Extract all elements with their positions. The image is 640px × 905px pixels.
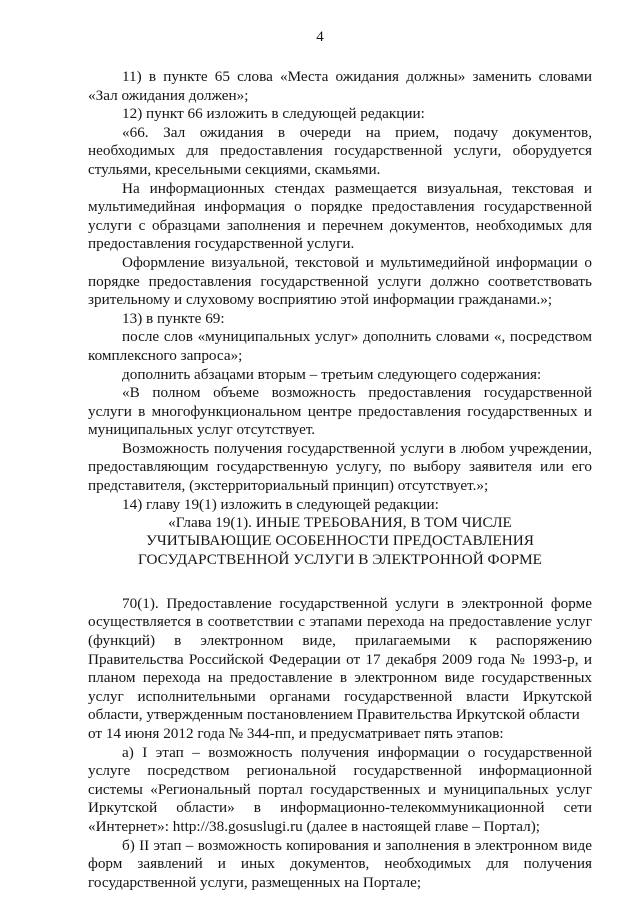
paragraph: дополнить абзацами вторым – третьим следующего содержания: xyxy=(122,365,542,383)
paragraph: Возможность получения государственной услуги в любом учреждении, предоставляющим государственную услугу, по выбору заявителя или его представителя, (экстерриториальный принцип) отсутствует.»; xyxy=(88,439,592,495)
paragraph: «В полном объеме возможность предоставления государственной услуги в многофункциональном центре предоставления государственных и муниципальных услуг отсутствует. xyxy=(88,384,592,439)
chapter-heading-line: УЧИТЫВАЮЩИЕ ОСОБЕННОСТИ ПРЕДОСТАВЛЕНИЯ xyxy=(146,532,534,550)
paragraph: 12) пункт 66 изложить в следующей редакции: xyxy=(122,105,425,123)
paragraph: после слов «муниципальных услуг» дополнить словами «, посредством комплексного запроса»; xyxy=(88,328,592,364)
document-body xyxy=(88,68,592,892)
paragraph: 13) в пункте 69: xyxy=(122,309,225,327)
chapter-heading xyxy=(88,514,592,569)
paragraph: Оформление визуальной, текстовой и мультимедийной информации о порядке предоставления государственной услуги должно соответствовать зрительному и слуховому восприятию этой информации гражданами.»; xyxy=(88,253,592,309)
paragraph: 11) в пункте 65 слова «Места ожидания должны» заменить словами «Зал ожидания должен»; xyxy=(88,68,592,104)
paragraph: а) I этап – возможность получения информации о государственной услуге посредством региональной государственной информационной системы «Региональный портал государственных и муниципальных услуг Иркутской области» в информационно-телекоммуникационной сети «Интернет»: http://38.gosuslugi.ru (далее в настоящей главе – Портал); xyxy=(88,743,592,835)
paragraph: 70(1). Предоставление государственной услуги в электронной форме осуществляется в соответствии с этапами перехода на предоставление услуг (функций) в электронном виде, прилагаемыми к распоряжению Правительства Российской Федерации от 17 декабря 2009 года № 1993-р, и планом перехода на предоставление в электронном виде государственных услуг исполнительными органами государственной власти Иркутской области, утвержденным постановлением Правительства Иркутской области xyxy=(88,594,592,724)
paragraph: «66. Зал ожидания в очереди на прием, подачу документов, необходимых для предоставления государственной услуги, оборудуется стульями, кресельными секциями, скамьями. xyxy=(88,123,592,178)
paragraph: На информационных стендах размещается визуальная, текстовая и мультимедийная информация о порядке предоставления государственной услуги с образцами заполнения и перечнем документов, необходимых для предоставления государственной услуги. xyxy=(88,179,592,253)
paragraph: 14) главу 19(1) изложить в следующей редакции: xyxy=(122,495,439,513)
chapter-heading-line: «Глава 19(1). ИНЫЕ ТРЕБОВАНИЯ, В ТОМ ЧИСЛЕ xyxy=(168,514,512,532)
paragraph: б) II этап – возможность копирования и заполнения в электронном виде форм заявлений и иных документов, необходимых для получения государственной услуги, размещенных на Портале; xyxy=(88,836,592,891)
chapter-heading-line: ГОСУДАРСТВЕННОЙ УСЛУГИ В ЭЛЕКТРОННОЙ ФОРМЕ xyxy=(138,550,542,568)
page-number: 4 xyxy=(316,29,324,45)
spacer xyxy=(88,569,592,595)
paragraph: от 14 июня 2012 года № 344-пп, и предусматривает пять этапов: xyxy=(88,725,504,743)
